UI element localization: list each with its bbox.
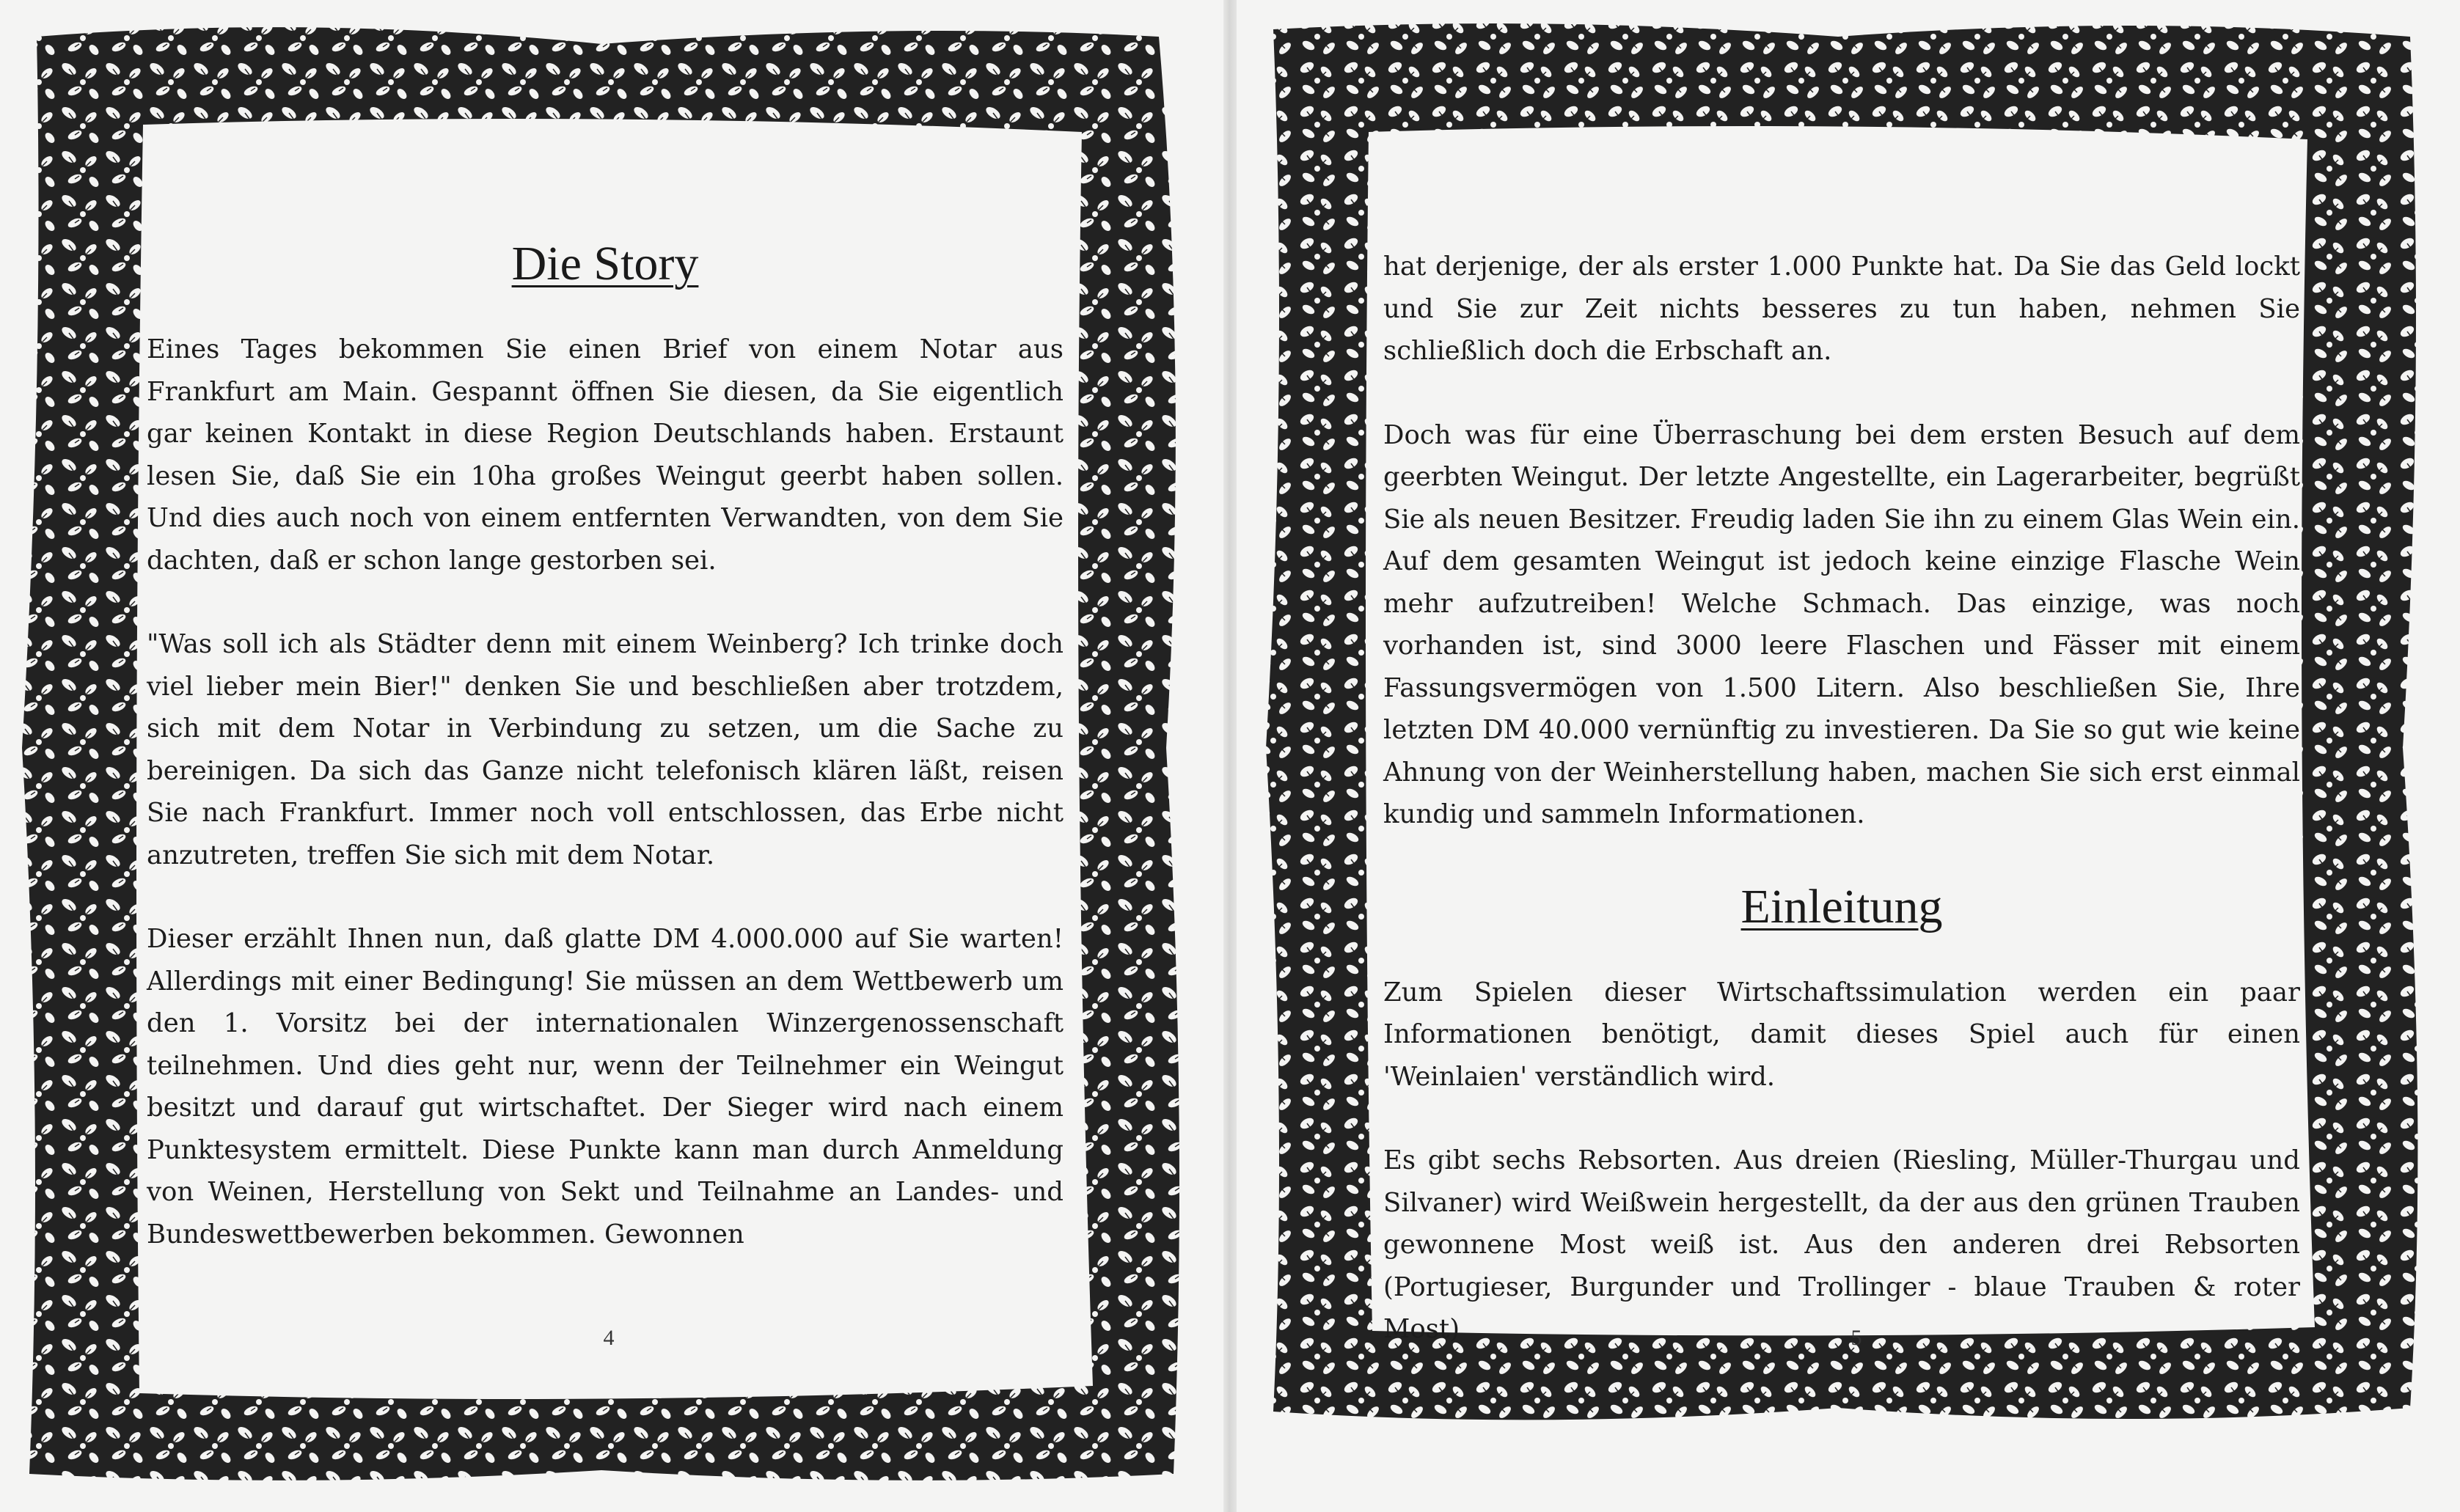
paragraph: Es gibt sechs Rebsorten. Aus dreien (Riesling, Müller-Thurgau und Silvaner) wird Weißwein hergestellt, da der aus den grünen Trauben gewonnene Most weiß ist. Aus den anderen drei Rebsorten (Portugieser, Burgunder und Trollinger - blaue Trauben & roter Most) bbox=[1383, 1145, 2300, 1344]
left-page-content bbox=[147, 235, 1064, 1297]
paragraph: Dieser erzählt Ihnen nun, daß glatte DM 4.000.000 auf Sie warten! Allerdings mit einer Bedingung! Sie müssen an dem Wettbewerb um den 1. Vorsitz bei der internationalen Winzergenossenschaft teilnehmen. Und dies geht nur, wenn der Teilnehmer ein Weingut besitzt und darauf gut wirtschaftet. Der Sieger wird nach einem Punktesystem ermittelt. Diese Punkte kann man durch Anmeldung von Weinen, Herstellung von Sekt und Teilnahme an Landes- und Bundeswettbewerben bekommen. Gewonnen bbox=[147, 924, 1064, 1249]
paragraph: Zum Spielen dieser Wirtschaftssimulation werden ein paar Informationen benötigt, damit dieses Spiel auch für einen 'Weinlaien' verständlich wird. bbox=[1383, 977, 2300, 1092]
book-gutter bbox=[1223, 0, 1237, 1512]
page-left bbox=[0, 0, 1223, 1512]
paragraph: hat derjenige, der als erster 1.000 Punkte hat. Da Sie das Geld lockt und Sie zur Zeit nichts besseres zu tun haben, nehmen Sie schließlich doch die Erbschaft an. bbox=[1383, 252, 2300, 366]
section-heading-einleitung: Einleitung bbox=[1740, 879, 1943, 933]
paragraph: Doch was für eine Überraschung bei dem ersten Besuch auf dem geerbten Weingut. Der letzte Angestellte, ein Lagerarbeiter, begrüßt Sie als neuen Besitzer. Freudig laden Sie ihn zu einem Glas Wein ein. Auf dem gesamten Weingut ist jedoch keine einzige Flasche Wein mehr aufzutreiben! Welche Schmach. Das einzige, was noch vorhanden ist, sind 3000 leere Flaschen und Fässer mit einem Fassungsvermögen von 1.500 Litern. Also beschließen Sie, Ihre letzten DM 40.000 vernünftig zu investieren. Da Sie so gut wie keine Ahnung von der Weinherstellung haben, machen Sie sich erst einmal kundig und sammeln Informationen. bbox=[1383, 419, 2300, 829]
right-page-content bbox=[1383, 246, 2300, 1392]
paragraph: Eines Tages bekommen Sie einen Brief von einem Notar aus Frankfurt am Main. Gespannt öffnen Sie diesen, da Sie eigentlich gar keinen Kontakt in diese Region Deutschlands haben. Erstaunt lesen Sie, daß Sie ein 10ha großes Weingut geerbt haben sollen. Und dies auch noch von einem entfernten Verwandten, von dem Sie dachten, daß er schon lange gestorben sei. bbox=[147, 334, 1064, 576]
page-number: 5 bbox=[1851, 1326, 1862, 1350]
paragraph: "Was soll ich als Städter denn mit einem Weinberg? Ich trinke doch viel lieber mein Bier!" denken Sie und beschließen aber trotzdem, sich mit dem Notar in Verbindung zu setzen, um die Sache zu bereinigen. Da sich das Ganze nicht telefonisch klären läßt, reisen Sie nach Frankfurt. Immer noch voll entschlossen, das Erbe nicht anzutreten, treffen Sie sich mit dem Notar. bbox=[147, 629, 1064, 870]
section-heading-story: Die Story bbox=[511, 237, 699, 290]
page-right bbox=[1237, 0, 2460, 1512]
page-number: 4 bbox=[603, 1326, 615, 1350]
